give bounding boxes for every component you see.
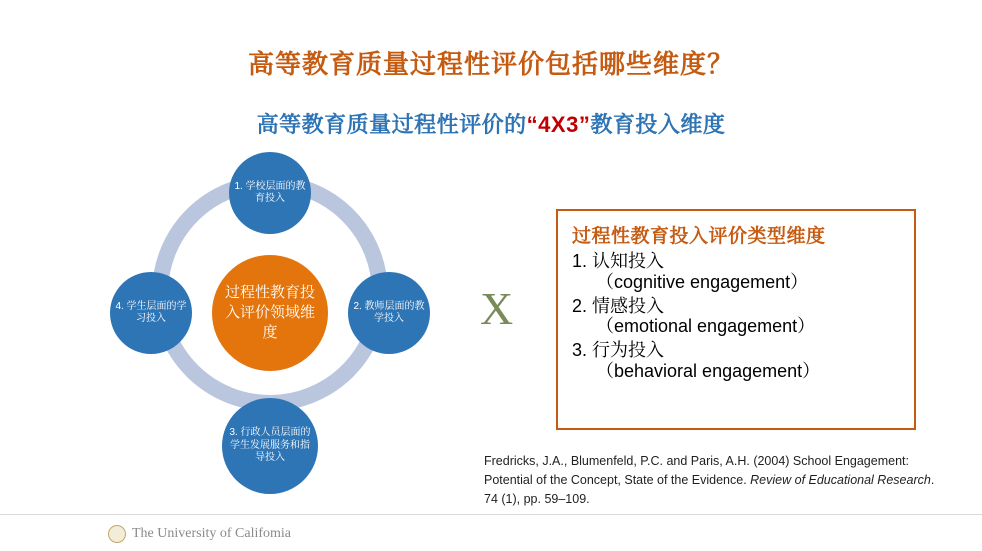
diagram-center-label: 过程性教育投入评价领域维度 <box>212 255 328 371</box>
university-seal-icon <box>108 525 126 543</box>
engagement-item-2-number: 2. <box>572 295 588 316</box>
engagement-item-1 <box>572 252 900 271</box>
citation-journal-name: Review of Educational Research <box>750 472 931 487</box>
engagement-item-3 <box>572 341 900 360</box>
citation-line-2-after: . <box>930 472 935 487</box>
citation <box>484 452 936 508</box>
footer <box>108 525 291 543</box>
citation-line-1: Fredricks, J.A., Blumenfeld, P.C. and Paris, A.H. (2004) School Engagement: <box>484 454 909 468</box>
page-title: 高等教育质量过程性评价包括哪些维度？ <box>247 49 734 79</box>
diagram-node-administration: 3. 行政人员层面的学生发展服务和指导投入 <box>222 398 318 494</box>
citation-line-3: 74 (1), pp. 59–109. <box>484 491 590 506</box>
engagement-item-2-label: 情感投入 <box>592 295 665 316</box>
diagram-node-teacher: 2. 教师层面的教学投入 <box>348 272 430 354</box>
subtitle-accent: “4X3” <box>526 112 591 137</box>
subtitle-part-1: 高等教育质量过程性评价的 <box>256 112 527 137</box>
diagram-node-student: 4. 学生层面的学习投入 <box>110 272 192 354</box>
engagement-item-3-english: （behavioral engagement） <box>596 361 821 382</box>
footer-divider <box>0 514 982 515</box>
engagement-type-title: 过程性教育投入评价类型维度 <box>572 226 826 247</box>
engagement-item-1-number: 1. <box>572 251 588 271</box>
engagement-item-1-english: （cognitive engagement） <box>596 271 809 292</box>
page-subtitle <box>0 108 982 139</box>
diagram-node-school: 1. 学校层面的教育投入 <box>229 152 311 234</box>
circle-diagram <box>60 155 480 515</box>
engagement-item-3-label: 行为投入 <box>592 340 665 361</box>
subtitle-part-2: 教育投入维度 <box>590 112 726 137</box>
footer-institution-name: The University of Califomia <box>132 526 292 541</box>
multiplication-symbol: X <box>480 283 514 334</box>
citation-line-2-before: Potential of the Concept, State of the Evidence. <box>484 472 751 487</box>
engagement-item-2-english: （emotional engagement） <box>596 316 816 337</box>
engagement-item-2 <box>572 297 900 316</box>
engagement-type-box <box>556 209 916 430</box>
engagement-item-3-number: 3. <box>572 340 588 361</box>
engagement-item-1-label: 认知投入 <box>592 251 665 271</box>
